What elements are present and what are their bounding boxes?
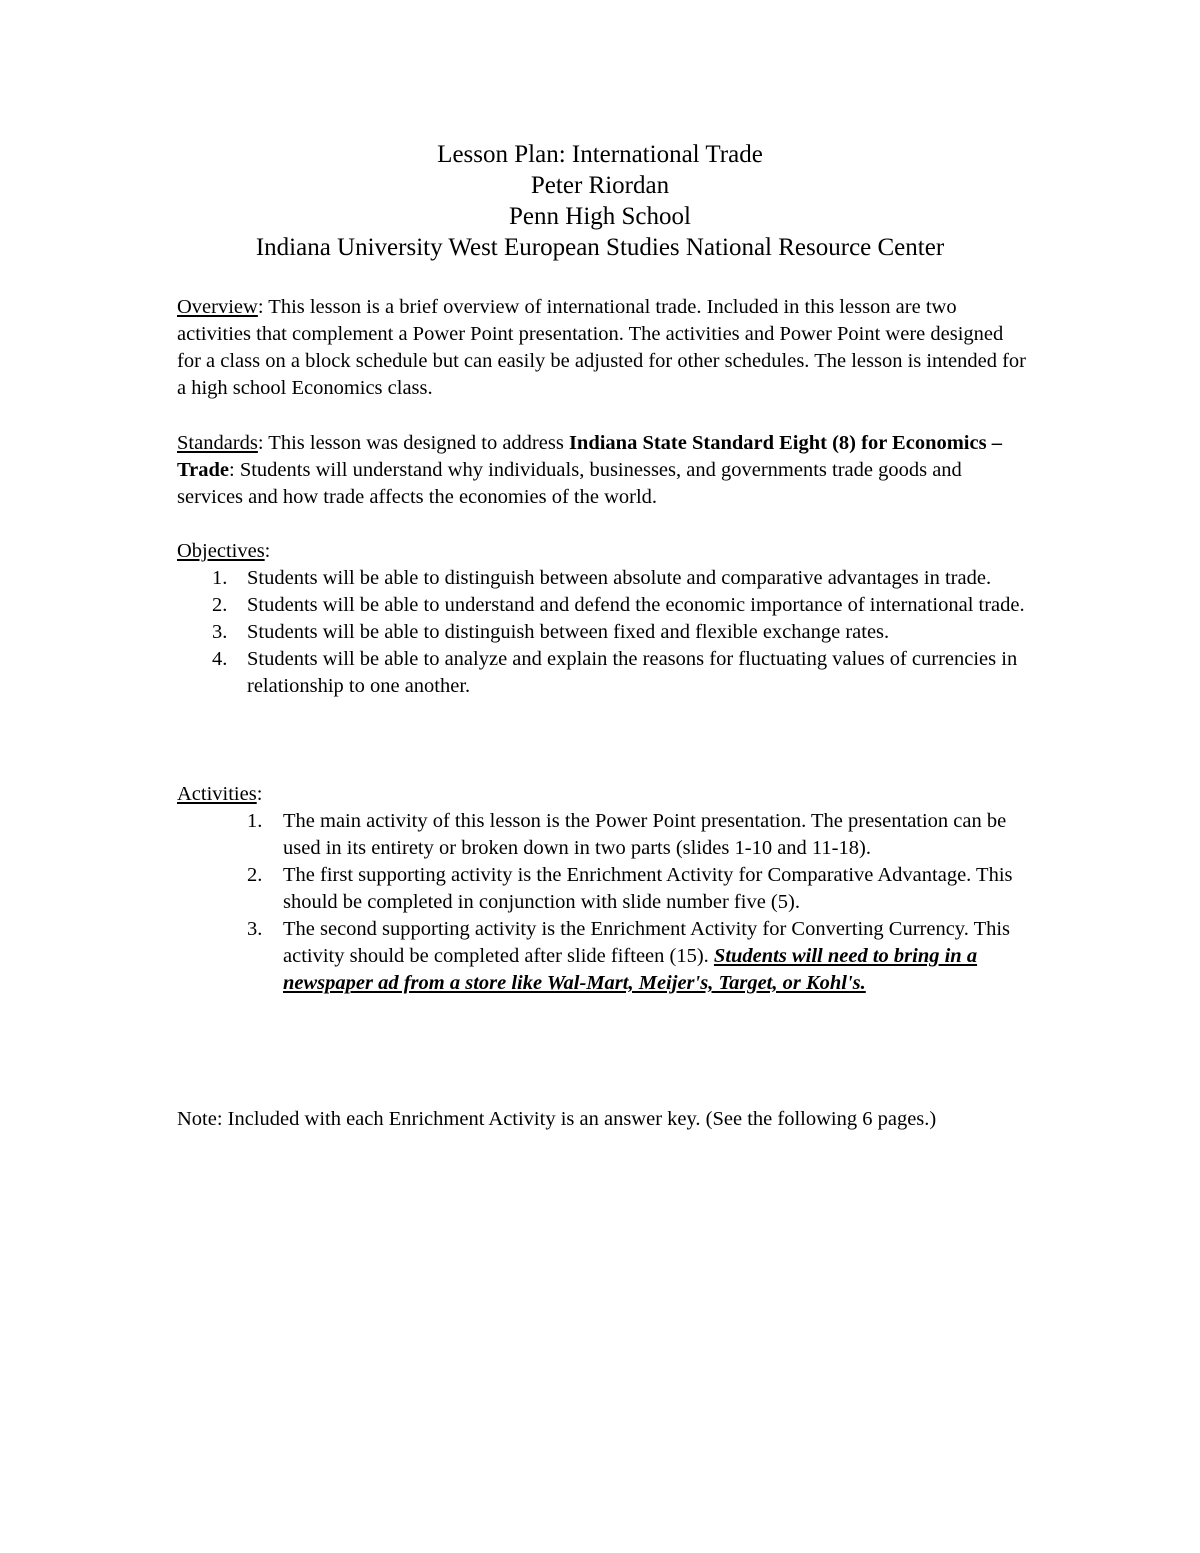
list-text: Students will be able to distinguish between fixed and flexible exchange rates. <box>247 621 890 643</box>
list-number: 3. <box>212 621 228 643</box>
objectives-section <box>177 538 1027 700</box>
list-item <box>177 619 1027 646</box>
list-number: 4. <box>212 648 228 670</box>
document-header <box>0 139 1200 263</box>
note-text: Note: Included with each Enrichment Activity is an answer key. (See the following 6 pages.) <box>177 1108 937 1130</box>
list-number: 1. <box>212 567 228 589</box>
standards-section <box>177 430 1027 511</box>
list-number: 2. <box>247 864 263 886</box>
list-item <box>177 565 1027 592</box>
organization-name: Indiana University West European Studies National Resource Center <box>255 234 945 261</box>
list-text: Students will be able to understand and defend the economic importance of international trade. <box>247 594 1025 616</box>
objectives-list <box>177 565 1027 700</box>
activities-colon: : <box>256 783 263 805</box>
list-text: The first supporting activity is the Enrichment Activity for Comparative Advantage. This should be completed in conjunction with slide number five (5). <box>283 864 1013 913</box>
standards-text-before: : This lesson was designed to address <box>257 432 569 454</box>
overview-section <box>177 294 1027 402</box>
activities-label: Activities <box>177 783 257 805</box>
list-number: 1. <box>247 810 263 832</box>
standards-label: Standards <box>177 432 258 454</box>
list-item <box>177 592 1027 619</box>
activities-list <box>177 808 1027 997</box>
list-text: The second supporting activity is the Enrichment Activity for Converting Currency. This activity should be completed after slide fifteen (15). <box>283 918 1011 967</box>
overview-text: : This lesson is a brief overview of international trade. Included in this lesson are two activities that complement a Power Point presentation. The activities and Power Point were designed for a class on a block schedule but can easily be adjusted for other schedules. The lesson is intended for a high school Economics class. <box>177 296 1026 399</box>
objectives-colon: : <box>264 540 271 562</box>
list-item <box>177 862 1027 916</box>
list-item <box>177 808 1027 862</box>
student-instruction-emphasis: Students will need to bring in a newspaper ad from a store like Wal-Mart, Meijer's, Target, or Kohl's. <box>283 945 978 994</box>
list-text: Students will be able to analyze and explain the reasons for fluctuating values of currencies in relationship to one another. <box>247 648 1018 697</box>
note-section <box>177 1106 1027 1133</box>
school-name: Penn High School <box>509 203 691 230</box>
list-text: Students will be able to distinguish between absolute and comparative advantages in trade. <box>247 567 992 589</box>
list-number: 2. <box>212 594 228 616</box>
list-text: The main activity of this lesson is the Power Point presentation. The presentation can be used in its entirety or broken down in two parts (slides 1-10 and 11-18). <box>283 810 1007 859</box>
list-number: 3. <box>247 918 263 940</box>
objectives-label: Objectives <box>177 540 265 562</box>
standards-text-after: : Students will understand why individuals, businesses, and governments trade goods and services and how trade affects the economies of the world. <box>177 459 962 508</box>
overview-label: Overview <box>177 296 258 318</box>
lesson-title: Lesson Plan: International Trade <box>437 141 763 168</box>
list-item <box>177 646 1027 700</box>
author-name: Peter Riordan <box>530 172 670 199</box>
activities-section <box>177 781 1027 997</box>
list-item <box>177 916 1027 997</box>
standards-bold-text: Indiana State Standard Eight (8) for Economics – Trade <box>177 432 1002 481</box>
